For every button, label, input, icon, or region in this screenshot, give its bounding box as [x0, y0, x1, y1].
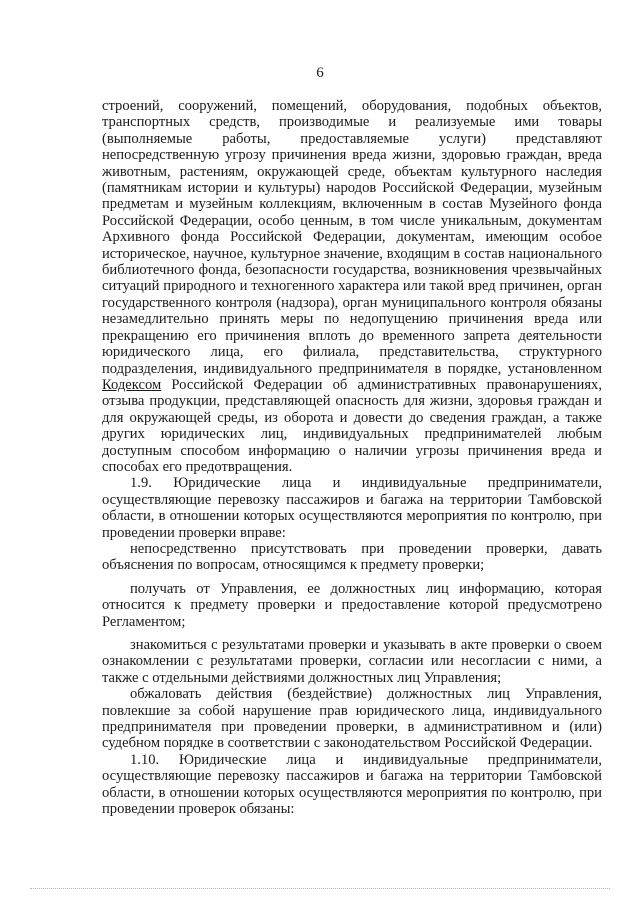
right-review-results: знакомиться с результатами проверки и указывать в акте проверки о своем ознакомлении с результатами проверки, согласии или несогласии с ними, а также с отдельными действиями должностных лиц Управления; — [102, 637, 602, 686]
codex-link[interactable]: Кодексом — [102, 376, 162, 393]
document-body — [102, 98, 602, 817]
page-number: 6 — [316, 65, 324, 81]
scan-edge-divider — [30, 888, 610, 889]
paragraph-1-10: 1.10. Юридические лица и индивидуальные предприниматели, осуществляющие перевозку пассажиров и багажа на территории Тамбовской области, в отношении которых осуществляются мероприятия по контролю, при проведении проверок обязаны: — [102, 751, 602, 818]
right-appeal: обжаловать действия (бездействие) должностных лиц Управления, повлекшие за собой нарушение прав юридического лица, индивидуального предпринимателя при проведении проверки, в административном и (или) судебном порядке в соответствии с законодательством Российской Федерации. — [102, 686, 602, 752]
paragraph-1-9: 1.9. Юридические лица и индивидуальные предприниматели, осуществляющие перевозку пассажиров и багажа на территории Тамбовской области, в отношении которых осуществляются мероприятия по контролю, при проведении проверки вправе: — [102, 475, 602, 541]
paragraph-continuation — [102, 98, 602, 475]
paragraph-text: Российской Федерации об административных правонарушениях, отзыва продукции, представляющей опасность для жизни, здоровья граждан и для окружающей среды, из оборота и довести до сведения граждан, а также других юридических лиц, индивидуальных предпринимателей любым доступным способом информацию о наличии угрозы причинения вреда и способах его предотвращения. — [102, 376, 602, 475]
right-presence: непосредственно присутствовать при проведении проверки, давать объяснения по вопросам, относящимся к предмету проверки; — [102, 540, 602, 574]
paragraph-text: строений, сооружений, помещений, оборудования, подобных объектов, транспортных средств, производимые и реализуемые ими товары (выполняемые работы, предоставляемые услуги) представляют непосредственную угрозу причинения вреда жизни, здоровью граждан, вреда животным, растениям, окружающей среде, объектам культурного наследия (памятникам истории и культуры) народов Российской Федерации, музейным предметам и музейным коллекциям, включенным в состав Музейного фонда Российской Федерации, особо ценным, в том числе уникальным, документам Архивного фонда Российской Федерации, документам, имеющим особое историческое, научное, культурное значение, входящим в состав национального библиотечного фонда, безопасности государства, возникновения чрезвычайных ситуаций природного и техногенного характера или такой вред причинен, орган государственного контроля (надзора), орган муниципального контроля обязаны незамедлительно принять меры по недопущению причинения вреда или прекращению его причинения вплоть до временного запрета деятельности юридического лица, его филиала, представительства, структурного подразделения, индивидуального предпринимателя в порядке, установленном — [102, 98, 602, 377]
right-information: получать от Управления, ее должностных лиц информацию, которая относится к предмету проверки и предоставление которой предусмотрено Регламентом; — [102, 580, 602, 630]
